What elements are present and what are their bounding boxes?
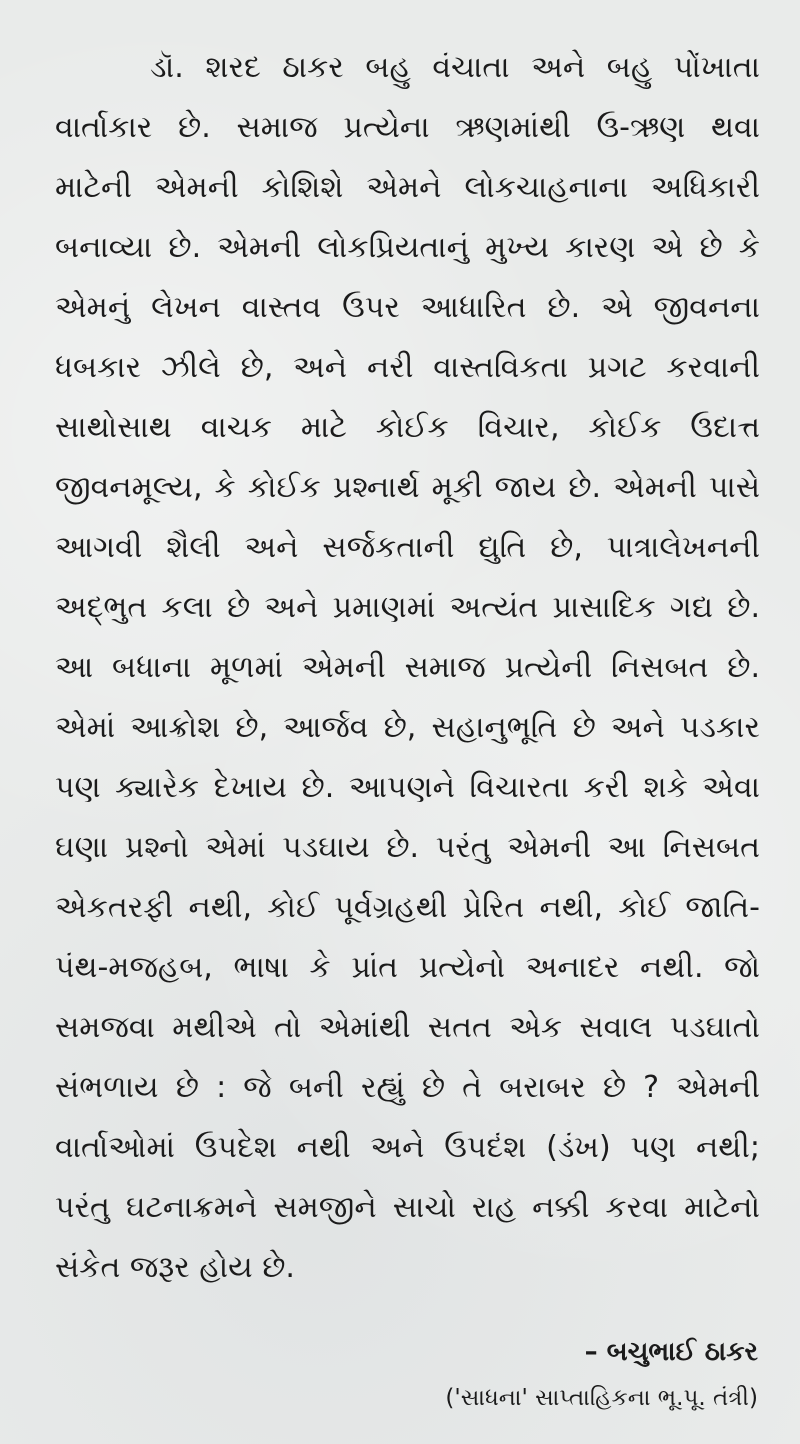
paragraph-line: જીવનમૂલ્ય, કે કોઈક પ્રશ્નાર્થ મૂકી જાય છે. એમની પાસે <box>55 470 760 505</box>
paragraph-line: ડૉ. શરદ ઠાકર બહુ વંચાતા અને બહુ પોંખાતા <box>150 50 760 85</box>
paragraph-line: સંકેત જરૂર હોય છે. <box>55 1250 295 1285</box>
paragraph-line: પંથ-મજહબ, ભાષા કે પ્રાંત પ્રત્યેનો અનાદર નથી. જો <box>55 950 760 985</box>
paragraph-line: એમનું લેખન વાસ્તવ ઉપર આધારિત છે. એ જીવનના <box>55 290 760 325</box>
paragraph-line: સંભળાય છે : જે બની રહ્યું છે તે બરાબર છે ? એમની <box>55 1070 760 1105</box>
paragraph-line: એકતરફી નથી, કોઈ પૂર્વગ્રહથી પ્રેરિત નથી, કોઈ જાતિ- <box>55 890 760 925</box>
review-text <box>55 38 760 1298</box>
paragraph-line: વાર્તાકાર છે. સમાજ પ્રત્યેના ઋણમાંથી ઉ-ઋણ થવા <box>55 110 760 145</box>
paragraph-line: પણ ક્યારેક દેખાય છે. આપણને વિચારતા કરી શકે એવા <box>55 770 760 805</box>
paragraph-line: બનાવ્યા છે. એમની લોકપ્રિયતાનું મુખ્ય કારણ એ છે કે <box>55 230 760 265</box>
paragraph-line: ઘણા પ્રશ્નો એમાં પડઘાય છે. પરંતુ એમની આ નિસબત <box>55 830 760 865</box>
signature-name: – બચુભાઈ ઠાકર <box>584 1337 758 1367</box>
paragraph-line: પરંતુ ઘટનાક્રમને સમજીને સાચો રાહ નક્કી કરવા માટેનો <box>55 1190 760 1225</box>
review-paragraph <box>55 38 760 1298</box>
paragraph-line: અદ્ભુત કલા છે અને પ્રમાણમાં અત્યંત પ્રાસાદિક ગદ્ય છે. <box>55 590 760 625</box>
paragraph-line: માટેની એમની કોશિશે એમને લોકચાહનાના અધિકારી <box>55 170 760 205</box>
paragraph-line: સમજવા મથીએ તો એમાંથી સતત એક સવાલ પડઘાતો <box>55 1010 760 1045</box>
signature-note: ('સાધના' સાપ્તાહિકના ભૂ.પૂ. તંત્રી) <box>445 1385 758 1411</box>
paragraph-line: વાર્તાઓમાં ઉપદેશ નથી અને ઉપદંશ (ડંખ) પણ નથી; <box>55 1130 760 1165</box>
paragraph-line: આગવી શૈલી અને સર્જકતાની દ્યુતિ છે, પાત્રાલેખનની <box>55 530 760 565</box>
paragraph-line: ધબકાર ઝીલે છે, અને નરી વાસ્તવિકતા પ્રગટ કરવાની <box>55 350 760 385</box>
paragraph-line: એમાં આક્રોશ છે, આર્જવ છે, સહાનુભૂતિ છે અને પડકાર <box>55 710 760 745</box>
paragraph-line: આ બધાના મૂળમાં એમની સમાજ પ્રત્યેની નિસબત છે. <box>55 650 760 685</box>
paragraph-line: સાથોસાથ વાચક માટે કોઈક વિચાર, કોઈક ઉદાત્ત <box>55 410 760 445</box>
